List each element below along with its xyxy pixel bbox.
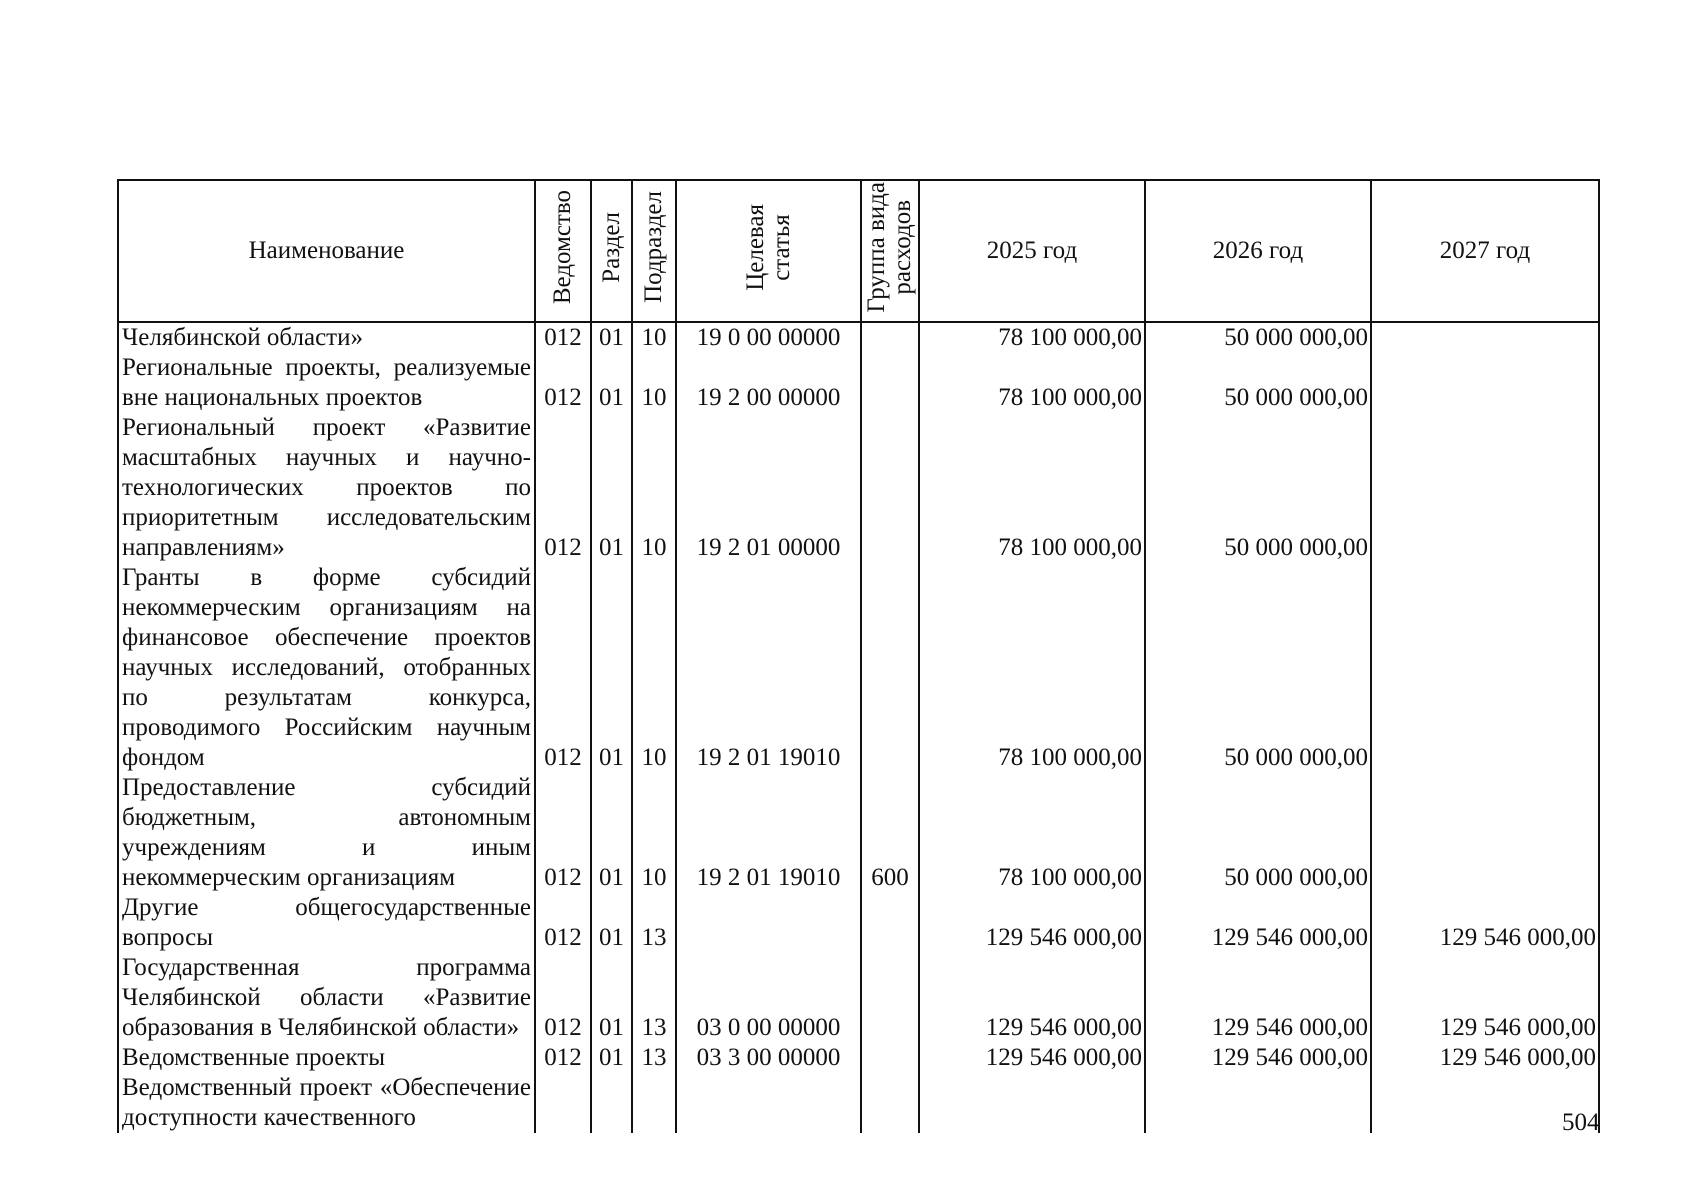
cell-name: Ведомственные проекты: [118, 1043, 535, 1073]
cell-podrazdel: 10: [632, 563, 676, 773]
cell-razdel: 01: [591, 353, 632, 413]
table-row: [118, 563, 1599, 773]
cell-vedomstvo: 012: [535, 953, 591, 1043]
cell-vedomstvo: 012: [535, 893, 591, 953]
cell-podrazdel: 10: [632, 413, 676, 563]
cell-vedomstvo: [535, 1073, 591, 1133]
cell-razdel: 01: [591, 953, 632, 1043]
cell-podrazdel: 13: [632, 953, 676, 1043]
cell-celevaya-statya: 03 0 00 00000: [676, 953, 861, 1043]
cell-gruppa: [861, 353, 919, 413]
cell-2026: 129 546 000,00: [1145, 893, 1371, 953]
cell-2026: 129 546 000,00: [1145, 1043, 1371, 1073]
cell-gruppa: [861, 563, 919, 773]
cell-gruppa: [861, 953, 919, 1043]
cell-razdel: 01: [591, 1043, 632, 1073]
cell-2025: 129 546 000,00: [919, 893, 1145, 953]
cell-2026: 50 000 000,00: [1145, 413, 1371, 563]
cell-razdel: 01: [591, 893, 632, 953]
cell-vedomstvo: 012: [535, 353, 591, 413]
cell-vedomstvo: 012: [535, 413, 591, 563]
cell-2025: 78 100 000,00: [919, 563, 1145, 773]
budget-table: [117, 179, 1600, 1133]
cell-2027: [1371, 322, 1599, 353]
cell-gruppa: [861, 893, 919, 953]
header-gruppa-vida-rashodov: Группа вида расходов: [861, 180, 919, 322]
cell-celevaya-statya: [676, 1073, 861, 1133]
cell-2026: [1145, 1073, 1371, 1133]
cell-name: Гранты в форме субсидий некоммерческим организациям на финансовое обеспечение проектов научных исследований, отобранных по результатам конкурса, проводимого Российским научным фондом: [118, 563, 535, 773]
cell-podrazdel: [632, 1073, 676, 1133]
cell-2027: 129 546 000,00: [1371, 953, 1599, 1043]
cell-vedomstvo: 012: [535, 773, 591, 893]
cell-celevaya-statya: 19 2 01 00000: [676, 413, 861, 563]
table-row: [118, 773, 1599, 893]
cell-2026: 50 000 000,00: [1145, 322, 1371, 353]
table-header-row: [118, 180, 1599, 322]
table-row: [118, 1073, 1599, 1133]
header-2025: 2025 год: [919, 180, 1145, 322]
cell-razdel: 01: [591, 413, 632, 563]
cell-vedomstvo: 012: [535, 563, 591, 773]
cell-2025: [919, 1073, 1145, 1133]
page-number: 504: [1562, 1109, 1600, 1136]
cell-name: Региональный проект «Развитие масштабных научных и научно-технологических проектов по приоритетным исследовательским направлениям»: [118, 413, 535, 563]
cell-2027: [1371, 563, 1599, 773]
header-name: Наименование: [118, 180, 535, 322]
cell-razdel: 01: [591, 322, 632, 353]
table-row: [118, 1043, 1599, 1073]
cell-2025: 129 546 000,00: [919, 1043, 1145, 1073]
cell-2025: 78 100 000,00: [919, 353, 1145, 413]
header-vedomstvo: Ведомство: [535, 180, 591, 322]
cell-gruppa: [861, 1043, 919, 1073]
header-2027: 2027 год: [1371, 180, 1599, 322]
table-row: [118, 953, 1599, 1043]
cell-2027: [1371, 773, 1599, 893]
header-2026: 2026 год: [1145, 180, 1371, 322]
cell-2025: 78 100 000,00: [919, 413, 1145, 563]
cell-celevaya-statya: 19 2 01 19010: [676, 563, 861, 773]
cell-celevaya-statya: 03 3 00 00000: [676, 1043, 861, 1073]
table-row: [118, 413, 1599, 563]
cell-name: Ведомственный проект «Обеспечение доступности качественного: [118, 1073, 535, 1133]
cell-2025: 78 100 000,00: [919, 322, 1145, 353]
cell-name: Региональные проекты, реализуемые вне национальных проектов: [118, 353, 535, 413]
cell-vedomstvo: 012: [535, 1043, 591, 1073]
table-row: [118, 893, 1599, 953]
cell-celevaya-statya: 19 0 00 00000: [676, 322, 861, 353]
cell-name: Государственная программа Челябинской области «Развитие образования в Челябинской области»: [118, 953, 535, 1043]
cell-2025: 129 546 000,00: [919, 953, 1145, 1043]
cell-2026: 50 000 000,00: [1145, 563, 1371, 773]
header-razdel: Раздел: [591, 180, 632, 322]
cell-2027: [1371, 413, 1599, 563]
cell-celevaya-statya: [676, 893, 861, 953]
cell-podrazdel: 13: [632, 1043, 676, 1073]
cell-gruppa: 600: [861, 773, 919, 893]
cell-podrazdel: 10: [632, 353, 676, 413]
cell-gruppa: [861, 1073, 919, 1133]
cell-celevaya-statya: 19 2 01 19010: [676, 773, 861, 893]
cell-gruppa: [861, 413, 919, 563]
cell-razdel: [591, 1073, 632, 1133]
cell-name: Предоставление субсидий бюджетным, автономным учреждениям и иным некоммерческим организациям: [118, 773, 535, 893]
header-podrazdel: Подраздел: [632, 180, 676, 322]
cell-2026: 50 000 000,00: [1145, 353, 1371, 413]
table-row: [118, 322, 1599, 353]
cell-2025: 78 100 000,00: [919, 773, 1145, 893]
cell-2027: [1371, 353, 1599, 413]
cell-2026: 129 546 000,00: [1145, 953, 1371, 1043]
cell-podrazdel: 10: [632, 773, 676, 893]
cell-celevaya-statya: 19 2 00 00000: [676, 353, 861, 413]
cell-razdel: 01: [591, 773, 632, 893]
budget-table-wrapper: [117, 179, 1598, 1133]
header-celevaya-statya: Целевая статья: [676, 180, 861, 322]
cell-gruppa: [861, 322, 919, 353]
table-body: [118, 322, 1599, 1133]
cell-podrazdel: 10: [632, 322, 676, 353]
table-row: [118, 353, 1599, 413]
cell-2026: 50 000 000,00: [1145, 773, 1371, 893]
cell-name: Другие общегосударственные вопросы: [118, 893, 535, 953]
cell-2027: 129 546 000,00: [1371, 1043, 1599, 1073]
cell-razdel: 01: [591, 563, 632, 773]
cell-vedomstvo: 012: [535, 322, 591, 353]
cell-podrazdel: 13: [632, 893, 676, 953]
cell-name: Челябинской области»: [118, 322, 535, 353]
cell-2027: 129 546 000,00: [1371, 893, 1599, 953]
